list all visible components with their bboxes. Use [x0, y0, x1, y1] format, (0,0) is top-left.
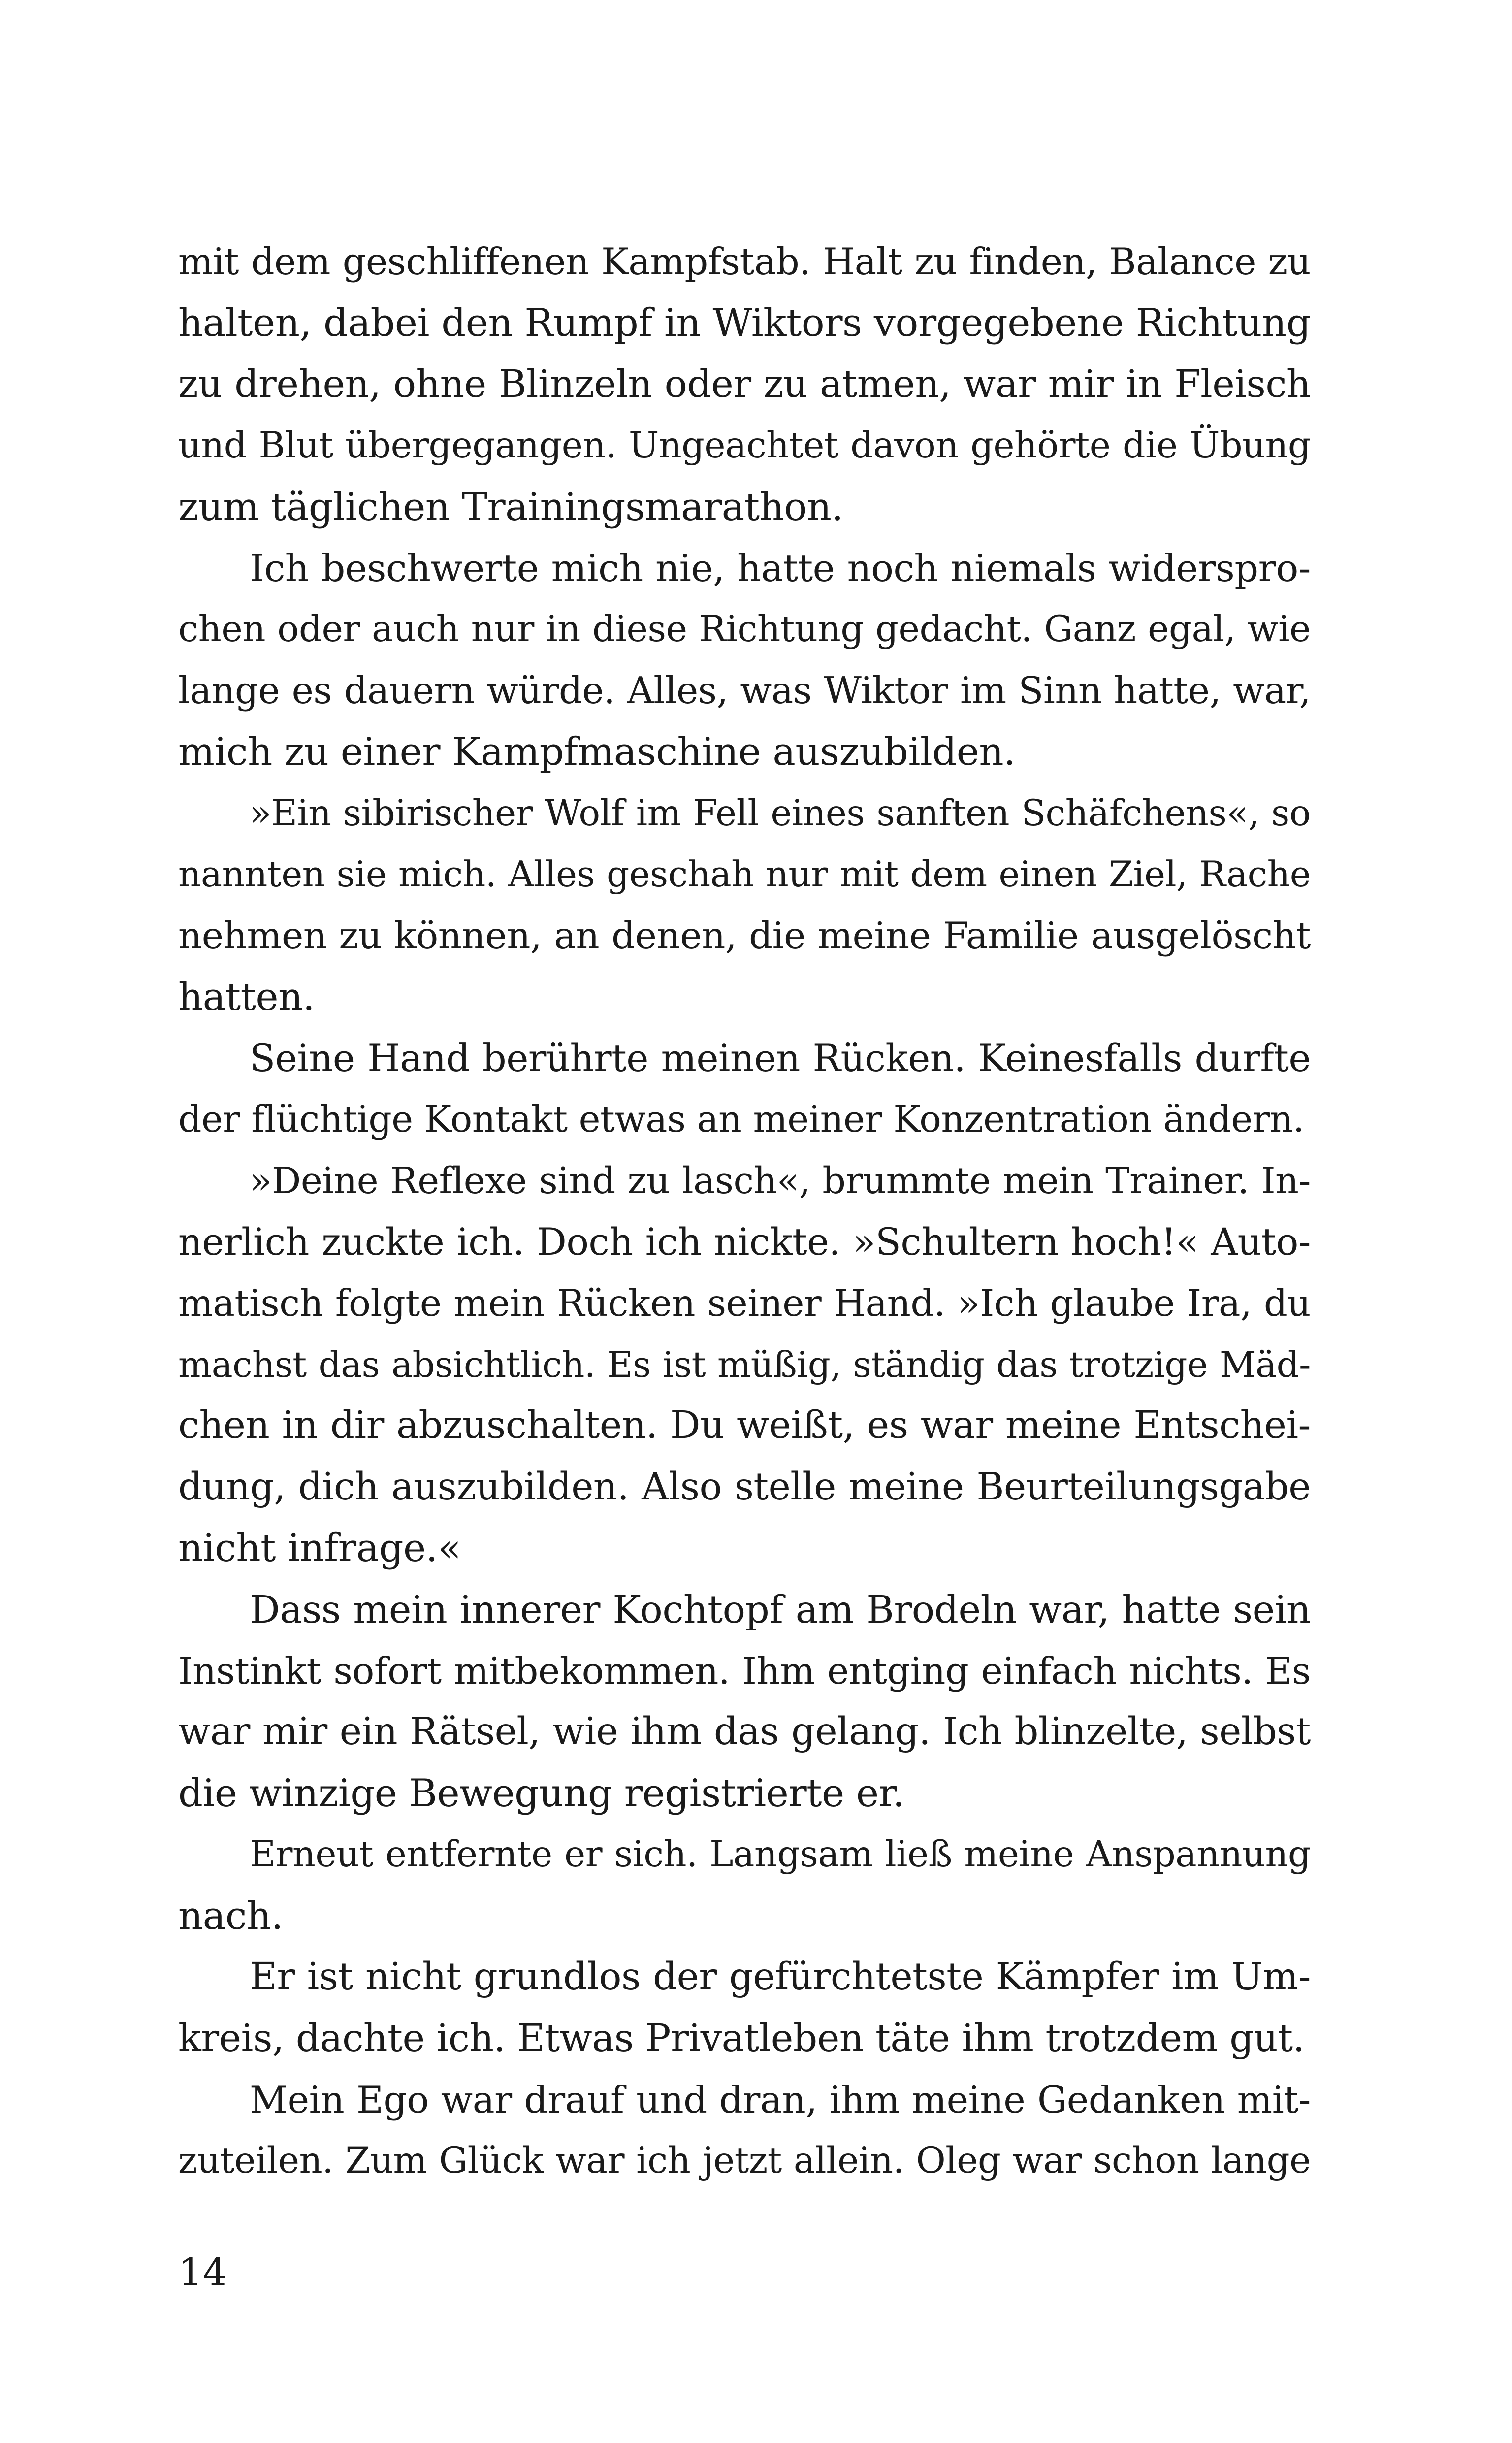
- text-line: Instinkt sofort mitbekommen. Ihm entging einfach nichts. Es: [178, 1649, 1311, 1693]
- page-number: 14: [178, 2250, 227, 2295]
- text-line: »Ein sibirischer Wolf im Fell eines sanften Schäfchens«, so: [250, 792, 1311, 834]
- text-line: nehmen zu können, an denen, die meine Familie ausgelöscht: [178, 914, 1311, 958]
- text-line: der flüchtige Kontakt etwas an meiner Konzentration ändern.: [178, 1098, 1304, 1141]
- text-line: mit dem geschliffenen Kampfstab. Halt zu finden, Balance zu: [178, 240, 1311, 283]
- text-line: nerlich zuckte ich. Doch ich nickte. »Schultern hoch!« Auto-: [178, 1220, 1311, 1264]
- text-line: zu drehen, ohne Blinzeln oder zu atmen, war mir in Fleisch: [178, 362, 1311, 406]
- text-line: Mein Ego war drauf und dran, ihm meine Gedanken mit-: [250, 2078, 1311, 2121]
- text-line: nicht infrage.«: [178, 1526, 461, 1571]
- text-line: und Blut übergegangen. Ungeachtet davon gehörte die Übung: [178, 424, 1311, 467]
- text-line: nannten sie mich. Alles geschah nur mit dem einen Ziel, Rache: [178, 853, 1311, 895]
- text-line: die winzige Bewegung registrierte er.: [178, 1771, 905, 1816]
- body-text: [178, 231, 1311, 2192]
- text-line: war mir ein Rätsel, wie ihm das gelang. Ich blinzelte, selbst: [178, 1710, 1311, 1754]
- text-line: Er ist nicht grundlos der gefürchtetste Kämpfer im Um-: [250, 1954, 1311, 1999]
- text-line: lange es dauern würde. Alles, was Wiktor im Sinn hatte, war,: [178, 669, 1311, 712]
- text-line: chen oder auch nur in diese Richtung gedacht. Ganz egal, wie: [178, 608, 1311, 651]
- text-line: dung, dich auszubilden. Also stelle meine Beurteilungsgabe: [178, 1465, 1311, 1509]
- text-line: Erneut entfernte er sich. Langsam ließ meine Anspannung: [250, 1833, 1311, 1876]
- text-line: machst das absichtlich. Es ist müßig, ständig das trotzige Mäd-: [178, 1344, 1311, 1386]
- text-line: »Deine Reflexe sind zu lasch«, brummte mein Trainer. In-: [250, 1159, 1311, 1202]
- text-line: Dass mein innerer Kochtopf am Brodeln war, hatte sein: [250, 1587, 1311, 1632]
- text-line: nach.: [178, 1893, 283, 1938]
- text-line: kreis, dachte ich. Etwas Privatleben täte ihm trotzdem gut.: [178, 2016, 1305, 2061]
- text-line: zum täglichen Trainingsmarathon.: [178, 485, 843, 529]
- text-line: Ich beschwerte mich nie, hatte noch niemals widerspro-: [250, 546, 1311, 590]
- text-line: mich zu einer Kampfmaschine auszubilden.: [178, 730, 1016, 775]
- text-line: hatten.: [178, 975, 315, 1019]
- text-line: halten, dabei den Rumpf in Wiktors vorgegebene Richtung: [178, 301, 1311, 346]
- text-line: chen in dir abzuschalten. Du weißt, es war meine Entschei-: [178, 1403, 1311, 1448]
- text-line: zuteilen. Zum Glück war ich jetzt allein. Oleg war schon lange: [178, 2140, 1311, 2182]
- text-line: matisch folgte mein Rücken seiner Hand. »Ich glaube Ira, du: [178, 1281, 1311, 1325]
- text-line: Seine Hand berührte meinen Rücken. Keinesfalls durfte: [250, 1036, 1311, 1080]
